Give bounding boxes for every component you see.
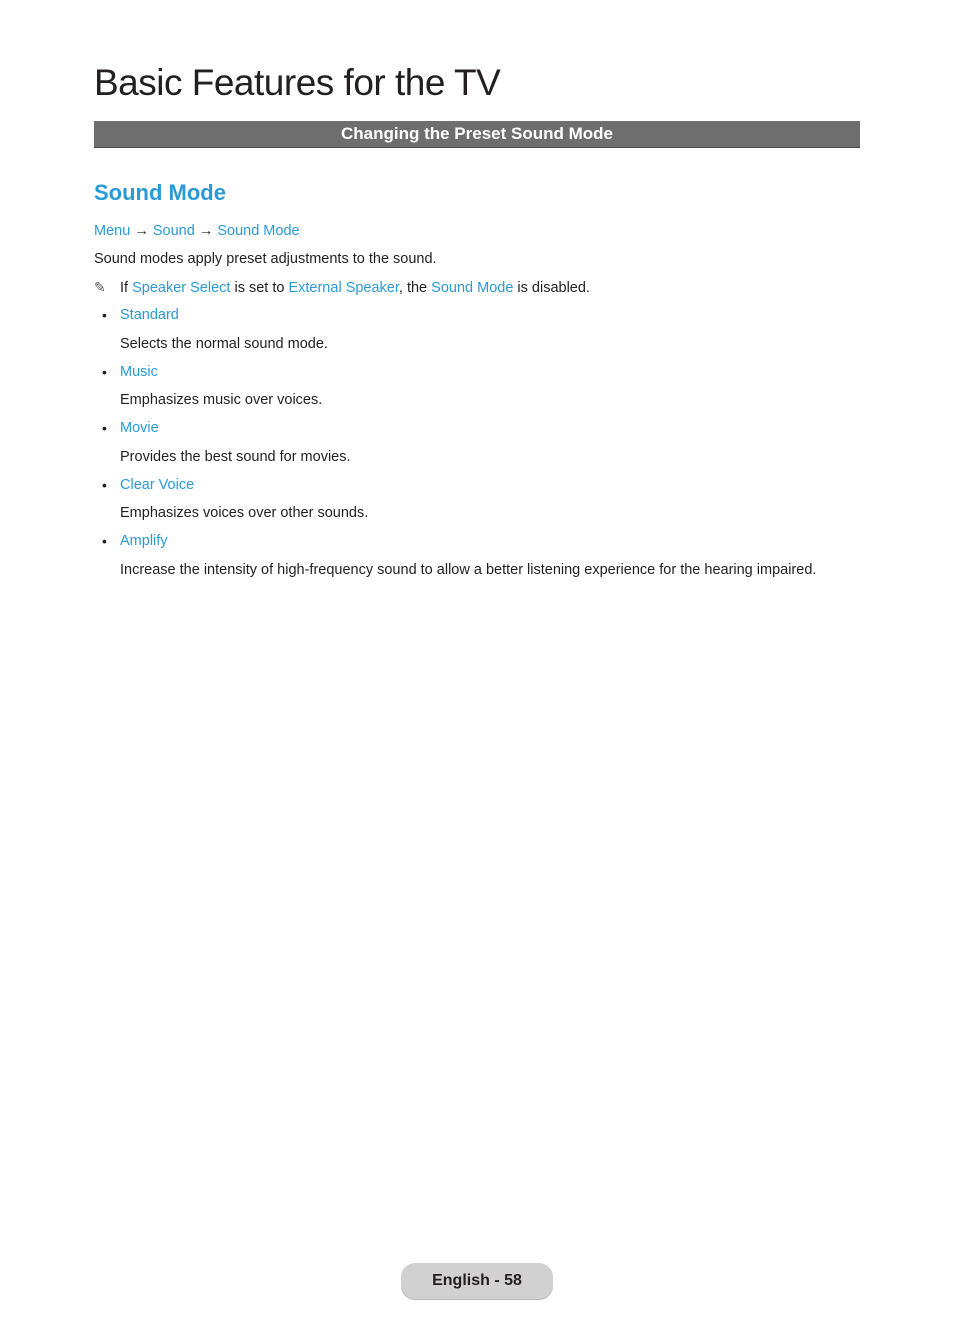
section-heading: Sound Mode xyxy=(94,180,226,205)
breadcrumb-arrow: → xyxy=(198,223,214,239)
note-link-speaker-select[interactable]: Speaker Select xyxy=(132,280,231,296)
mode-description-music: Emphasizes music over voices. xyxy=(120,392,323,408)
breadcrumb-item-sound-mode[interactable]: Sound Mode xyxy=(217,223,300,239)
note-text: If xyxy=(120,280,133,296)
note-line xyxy=(94,277,590,298)
note-link-sound-mode[interactable]: Sound Mode xyxy=(431,280,514,296)
mode-label-amplify[interactable]: Amplify xyxy=(120,533,168,549)
intro-text: Sound modes apply preset adjustments to the sound. xyxy=(94,251,437,267)
mode-description-movie: Provides the best sound for movies. xyxy=(120,449,351,465)
pencil-note-icon: ✎ xyxy=(94,279,106,295)
note-link-external-speaker[interactable]: External Speaker xyxy=(288,280,399,296)
breadcrumb-item-menu[interactable]: Menu xyxy=(94,223,131,239)
mode-label-music[interactable]: Music xyxy=(120,364,158,380)
note-text: , the xyxy=(398,280,432,296)
mode-description-amplify: Increase the intensity of high-frequency sound to allow a better listening experience for the hearing impaired. xyxy=(120,562,817,578)
note-text: is disabled. xyxy=(513,280,590,296)
bullet-icon: • xyxy=(102,307,107,323)
bullet-icon: • xyxy=(102,364,107,380)
breadcrumb xyxy=(94,221,300,241)
page-title: Basic Features for the TV xyxy=(94,62,501,103)
note-text: is set to xyxy=(230,280,289,296)
bullet-icon: • xyxy=(102,420,107,436)
page-number-badge: English - 58 xyxy=(401,1263,553,1300)
section-bar-title: Changing the Preset Sound Mode xyxy=(94,121,860,148)
mode-label-clear-voice[interactable]: Clear Voice xyxy=(120,477,195,493)
mode-description-standard: Selects the normal sound mode. xyxy=(120,336,328,352)
mode-label-standard[interactable]: Standard xyxy=(120,307,179,323)
bullet-icon: • xyxy=(102,533,107,549)
mode-label-movie[interactable]: Movie xyxy=(120,420,159,436)
breadcrumb-arrow: → xyxy=(134,223,149,239)
bullet-icon: • xyxy=(102,477,107,493)
mode-description-clear-voice: Emphasizes voices over other sounds. xyxy=(120,505,369,521)
breadcrumb-item-sound[interactable]: Sound xyxy=(152,223,195,239)
